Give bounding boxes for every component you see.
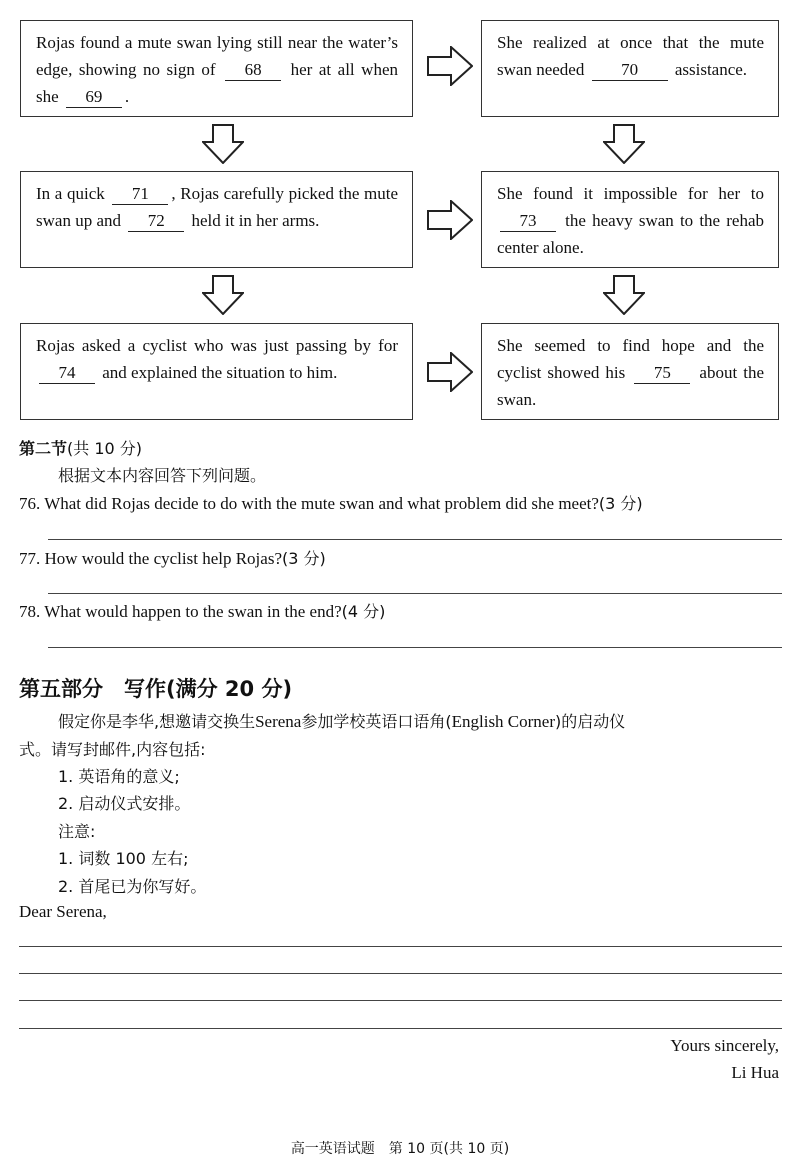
arrow-right-icon — [427, 352, 473, 392]
box4-text-2: the heavy swan to the rehab center alone. — [497, 211, 765, 257]
prompt-name: Serena — [255, 712, 302, 731]
writing-line[interactable] — [19, 946, 782, 947]
blank-68[interactable]: 68 — [225, 60, 281, 81]
part5-prompt-line2: 式。请写封邮件,内容包括: — [19, 740, 206, 759]
box1-text-2: her at all when she — [36, 60, 398, 106]
box3-text-2: , Rojas carefully picked the mute swan up and — [36, 184, 399, 230]
answer-line-76[interactable] — [48, 539, 782, 540]
page-footer: 高一英语试题 第 10 页(共 10 页) — [290, 1141, 510, 1157]
flow-box-1 — [20, 20, 413, 117]
box3-text-3: held it in her arms. — [191, 211, 320, 230]
flow-box-6 — [481, 323, 779, 420]
note-item-1: 1. 词数 100 左右; — [58, 849, 189, 868]
answer-line-78[interactable] — [48, 647, 782, 648]
letter-signature: Li Hua — [731, 1063, 779, 1082]
part5-title: 第五部分 写作(满分 20 分) — [19, 677, 293, 701]
section2-heading — [19, 436, 142, 459]
box3-text-1: In a quick — [36, 184, 105, 203]
blank-71[interactable]: 71 — [112, 184, 168, 205]
box5-text-1: Rojas asked a cyclist who was just passing by for — [36, 336, 398, 355]
blank-72[interactable]: 72 — [128, 211, 184, 232]
question-76 — [19, 491, 643, 514]
question-77 — [19, 546, 326, 569]
arrow-down-icon — [603, 275, 645, 315]
blank-74[interactable]: 74 — [39, 363, 95, 384]
part5-prompt-line1 — [58, 709, 625, 732]
writing-line[interactable] — [19, 973, 782, 974]
section2-score: (共 10 分) — [67, 439, 143, 458]
blank-73[interactable]: 73 — [500, 211, 556, 232]
flow-box-5 — [20, 323, 413, 420]
question-78-text: 78. What would happen to the swan in the end? — [19, 602, 342, 621]
section2-instruction: 根据文本内容回答下列问题。 — [58, 466, 267, 485]
note-label: 注意: — [58, 822, 96, 841]
flow-box-3 — [20, 171, 413, 268]
question-77-text: 77. How would the cyclist help Rojas? — [19, 549, 282, 568]
section2-title: 第二节 — [19, 439, 68, 458]
note-item-2: 2. 首尾已为你写好。 — [58, 877, 207, 896]
prompt-en: English Corner — [451, 712, 556, 731]
box2-text-1: She realized at once that the mute swan needed — [497, 33, 764, 79]
letter-closing: Yours sincerely, — [670, 1036, 779, 1055]
arrow-down-icon — [202, 275, 244, 315]
box2-text-2: assistance. — [674, 60, 748, 79]
flow-box-2 — [481, 20, 779, 117]
arrow-right-icon — [427, 46, 473, 86]
box6-text-1: She seemed to find hope and the cyclist showed his — [497, 336, 764, 382]
prompt-b: 参加学校英语口语角( — [301, 712, 452, 731]
question-78-score: (4 分) — [341, 602, 386, 621]
question-78 — [19, 599, 385, 622]
prompt-c: )的启动仪 — [555, 712, 626, 731]
blank-70[interactable]: 70 — [592, 60, 668, 81]
letter-greeting: Dear Serena, — [19, 902, 107, 921]
answer-line-77[interactable] — [48, 593, 782, 594]
content-item-2: 2. 启动仪式安排。 — [58, 794, 191, 813]
question-76-score: (3 分) — [598, 494, 643, 513]
prompt-a: 假定你是李华,想邀请交换生 — [58, 712, 256, 731]
blank-69[interactable]: 69 — [66, 87, 122, 108]
content-item-1: 1. 英语角的意义; — [58, 767, 180, 786]
writing-line[interactable] — [19, 1028, 782, 1029]
arrow-down-icon — [202, 124, 244, 164]
box5-text-2: and explained the situation to him. — [102, 363, 338, 382]
box4-text-1: She found it impossible for her to — [497, 184, 764, 203]
question-77-score: (3 分) — [282, 549, 326, 568]
question-76-text: 76. What did Rojas decide to do with the mute swan and what problem did she meet? — [19, 494, 599, 513]
flow-box-4 — [481, 171, 779, 268]
arrow-down-icon — [603, 124, 645, 164]
box1-text-1: Rojas found a mute swan lying still near the water’s edge, showing no sign of — [36, 33, 398, 79]
box1-text-3: . — [124, 87, 130, 106]
box6-text-2: about the swan. — [497, 363, 765, 409]
blank-75[interactable]: 75 — [634, 363, 690, 384]
writing-line[interactable] — [19, 1000, 782, 1001]
arrow-right-icon — [427, 200, 473, 240]
